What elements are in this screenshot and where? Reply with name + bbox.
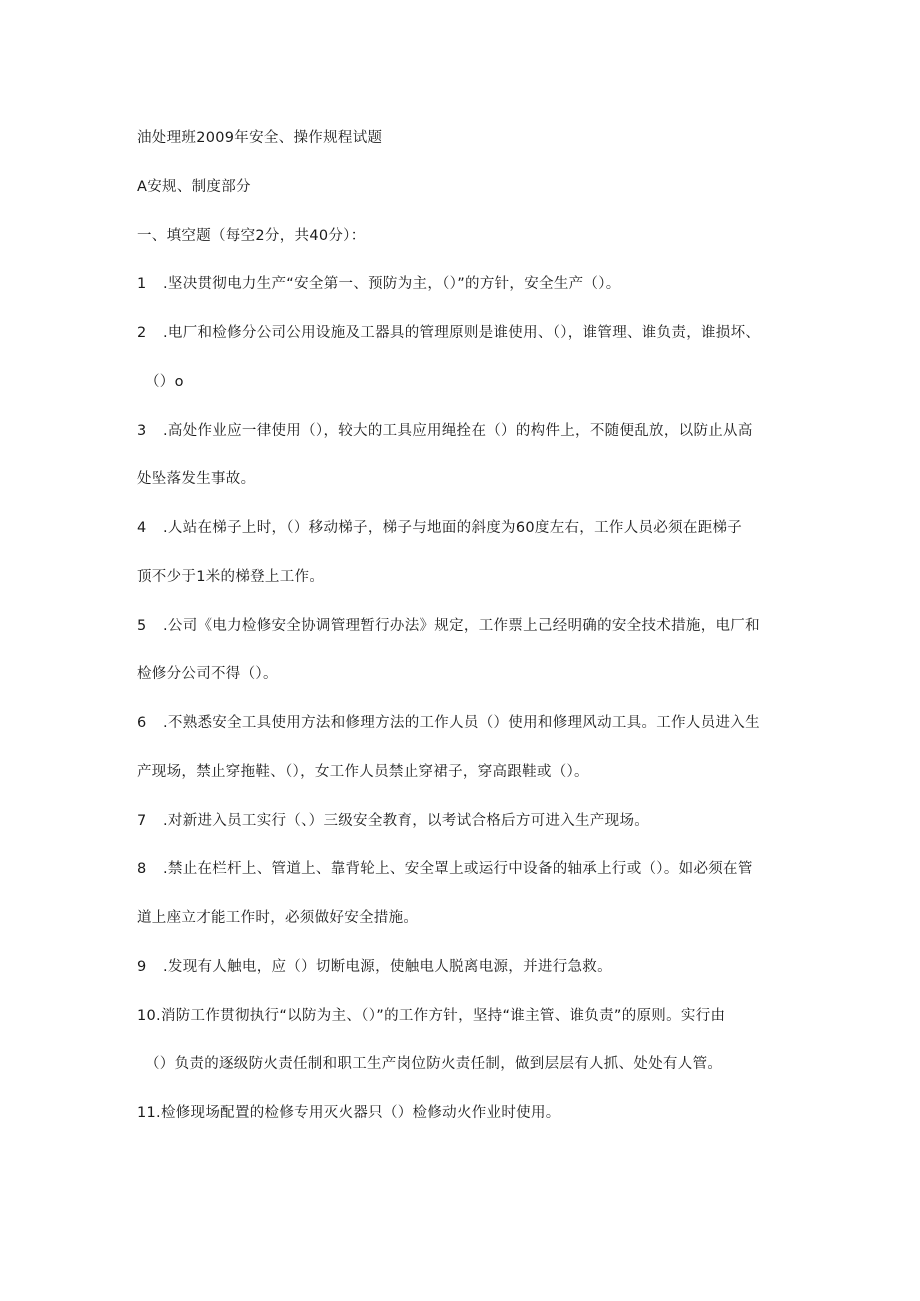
question-number: 5 — [137, 618, 147, 634]
page-title: 油处理班2009年安全、操作规程试题 — [137, 130, 383, 146]
question-number: 4 — [137, 520, 147, 536]
question-line — [137, 421, 753, 441]
question-number: 2 — [137, 325, 147, 341]
question-continuation — [145, 1054, 722, 1074]
question-text: .人站在梯子上时，（）移动梯子，梯子与地面的斜度为60度左右，工作人员必须在距梯子 — [163, 520, 743, 536]
question-text: .发现有人触电，应（）切断电源，使触电人脱离电源，并进行急救。 — [163, 959, 612, 975]
question-text: .高处作业应一律使用（），较大的工具应用绳拴在（）的构件上，不随便乱放，以防止从高 — [163, 423, 753, 439]
question-text: .禁止在栏杆上、管道上、靠背轮上、安全罩上或运行中设备的轴承上行或（）。如必须在管 — [163, 861, 753, 877]
question-continuation — [137, 664, 278, 684]
question-text: 产现场，禁止穿拖鞋、（），女工作人员禁止穿裙子，穿高跟鞋或（）。 — [137, 764, 589, 780]
question-line — [137, 1006, 725, 1026]
question-text: .对新进入员工实行（、）三级安全教育，以考试合格后方可进入生产现场。 — [163, 813, 650, 829]
question-continuation — [137, 567, 324, 587]
question-number: 8 — [137, 861, 147, 877]
question-number: 1 — [137, 276, 147, 292]
subsection-heading: 一、填空题（每空2分，共40分）： — [137, 228, 366, 244]
question-line — [137, 811, 649, 831]
question-text: .电厂和检修分公司公用设施及工器具的管理原则是谁使用、（），谁管理、谁负责，谁损坏、 — [163, 325, 761, 341]
question-continuation — [137, 762, 589, 782]
question-number: 6 — [137, 715, 147, 731]
question-line — [137, 957, 612, 977]
question-text: 10.消防工作贯彻执行“以防为主、（）”的工作方针，坚持“谁主管、谁负责”的原则。实行由 — [137, 1008, 726, 1024]
question-text: 顶不少于1米的梯登上工作。 — [137, 569, 325, 585]
question-continuation — [145, 372, 184, 392]
question-number: 7 — [137, 813, 147, 829]
question-text: .公司《电力检修安全协调管理暂行办法》规定，工作票上己经明确的安全技术措施，电厂和 — [163, 618, 760, 634]
question-continuation — [137, 908, 418, 928]
question-number: 9 — [137, 959, 147, 975]
question-line — [137, 274, 621, 294]
question-text: 检修分公司不得（）。 — [137, 666, 278, 682]
question-line — [137, 1103, 561, 1123]
question-line — [137, 323, 760, 343]
question-continuation — [137, 469, 255, 489]
question-text: （）负责的逐级防火责任制和职工生产岗位防火责任制，做到层层有人抓、处处有人管。 — [145, 1056, 723, 1072]
question-text: .不熟悉安全工具使用方法和修理方法的工作人员（）使用和修理风动工具。工作人员进入生 — [163, 715, 760, 731]
question-text: 道上座立才能工作时，必须做好安全措施。 — [137, 910, 419, 926]
question-line — [137, 859, 753, 879]
question-line — [137, 713, 760, 733]
question-number: 3 — [137, 423, 147, 439]
question-line — [137, 518, 742, 538]
question-text: 处坠落发生事故。 — [137, 471, 256, 487]
question-text: .坚决贯彻电力生产“安全第一、预防为主，（）”的方针，安全生产（）。 — [163, 276, 621, 292]
question-text: （）o — [145, 374, 184, 390]
question-line — [137, 616, 760, 636]
section-heading: A安规、制度部分 — [137, 179, 251, 195]
question-text: 11.检修现场配置的检修专用灭火器只（）检修动火作业时使用。 — [137, 1105, 561, 1121]
